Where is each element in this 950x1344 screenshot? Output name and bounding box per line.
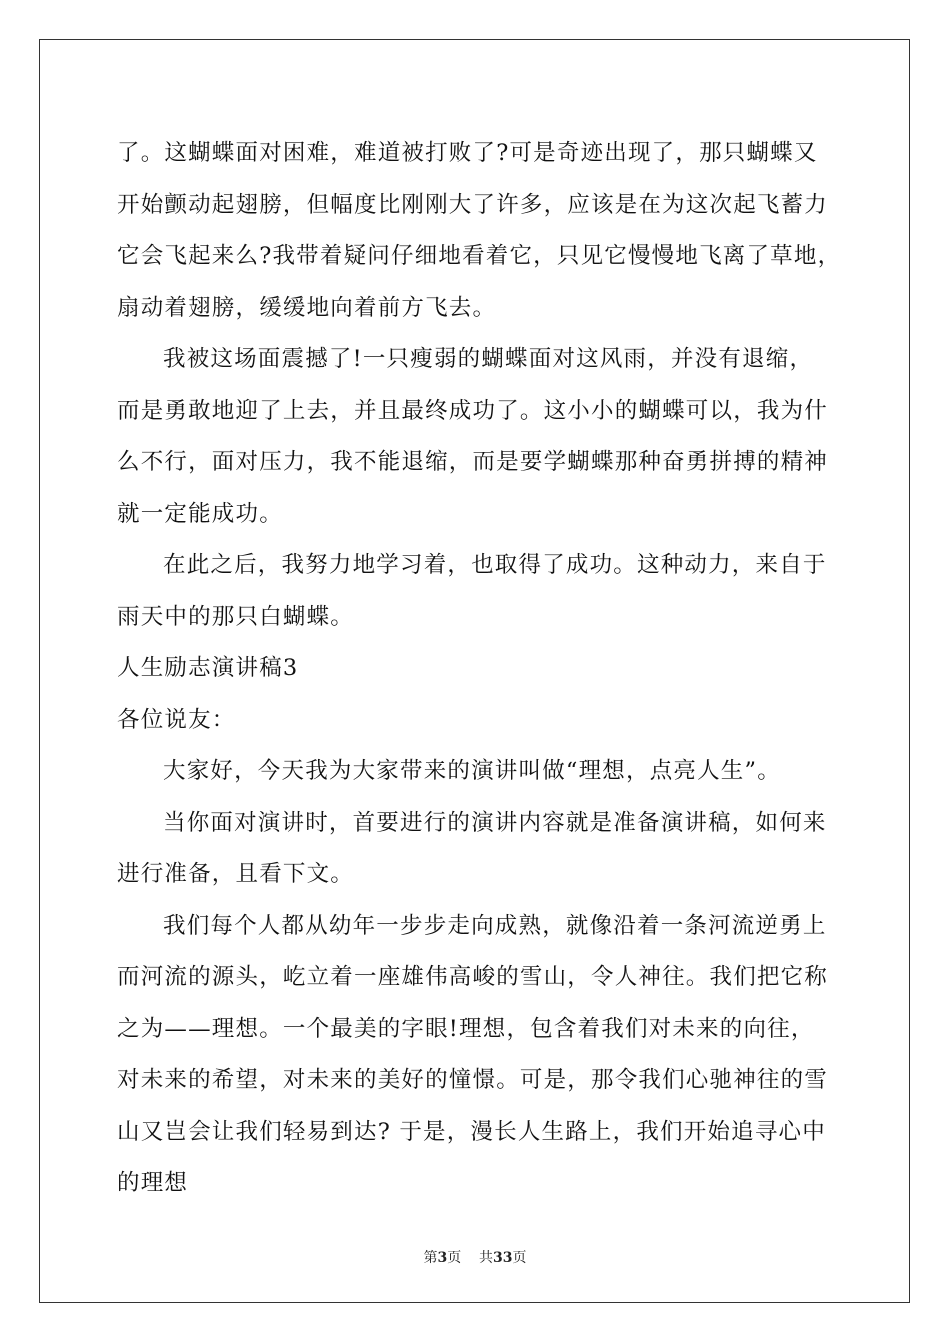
text-line: 当你面对演讲时，首要进行的演讲内容就是准备演讲稿，如何来 bbox=[163, 809, 827, 836]
text-line: 的理想 bbox=[117, 1170, 189, 1196]
text-line: 而是勇敢地迎了上去，并且最终成功了。这小小的蝴蝶可以，我为什 bbox=[117, 397, 829, 424]
text-line: 么不行，面对压力，我不能退缩，而是要学蝴蝶那种奋勇拼搏的精神 bbox=[117, 449, 829, 475]
text-line: 我们每个人都从幼年一步步走向成熟，就像沿着一条河流逆勇上 bbox=[163, 912, 827, 939]
total-page-count: 33 bbox=[493, 1250, 513, 1266]
document-body bbox=[117, 128, 857, 1210]
current-page-number: 3 bbox=[437, 1250, 448, 1266]
text-line: 雨天中的那只白蝴蝶。 bbox=[117, 603, 355, 630]
text-line: 而河流的源头，屹立着一座雄伟高峻的雪山，令人神往。我们把它称 bbox=[117, 964, 829, 990]
footer-prefix: 第 bbox=[423, 1250, 438, 1266]
text-line: 开始颤动起翅膀，但幅度比刚刚大了许多，应该是在为这次起飞蓄力 bbox=[117, 191, 829, 218]
footer-page-unit: 页 bbox=[447, 1250, 462, 1266]
text-line: 就一定能成功。 bbox=[117, 500, 283, 527]
text-line: 它会飞起来么?我带着疑问仔细地看着它，只见它慢慢地飞离了草地， bbox=[117, 243, 842, 269]
text-line: 之为——理想。一个最美的字眼!理想，包含着我们对未来的向往， bbox=[117, 1015, 815, 1042]
page-footer bbox=[0, 1247, 950, 1267]
text-line: 了。这蝴蝶面对困难，难道被打败了?可是奇迹出现了，那只蝴蝶又 bbox=[117, 140, 818, 166]
text-line: 扇动着翅膀，缓缓地向着前方飞去。 bbox=[117, 294, 497, 321]
text-line: 对未来的希望，对未来的美好的憧憬。可是，那令我们心驰神往的雪 bbox=[117, 1067, 829, 1093]
text-line: 大家好，今天我为大家带来的演讲叫做“理想，点亮人生”。 bbox=[163, 758, 781, 784]
footer-total-unit: 页 bbox=[512, 1250, 527, 1266]
text-line: 山又岂会让我们轻易到达? 于是，漫长人生路上，我们开始追寻心中 bbox=[117, 1118, 826, 1145]
text-line: 我被这场面震撼了!一只瘦弱的蝴蝶面对这风雨，并没有退缩， bbox=[163, 346, 814, 372]
salutation: 各位说友： bbox=[117, 706, 236, 733]
footer-total-prefix: 共 bbox=[479, 1250, 494, 1266]
section-heading: 人生励志演讲稿3 bbox=[117, 655, 299, 681]
text-line: 进行准备，且看下文。 bbox=[117, 861, 355, 887]
text-line: 在此之后，我努力地学习着，也取得了成功。这种动力，来自于 bbox=[163, 552, 827, 578]
